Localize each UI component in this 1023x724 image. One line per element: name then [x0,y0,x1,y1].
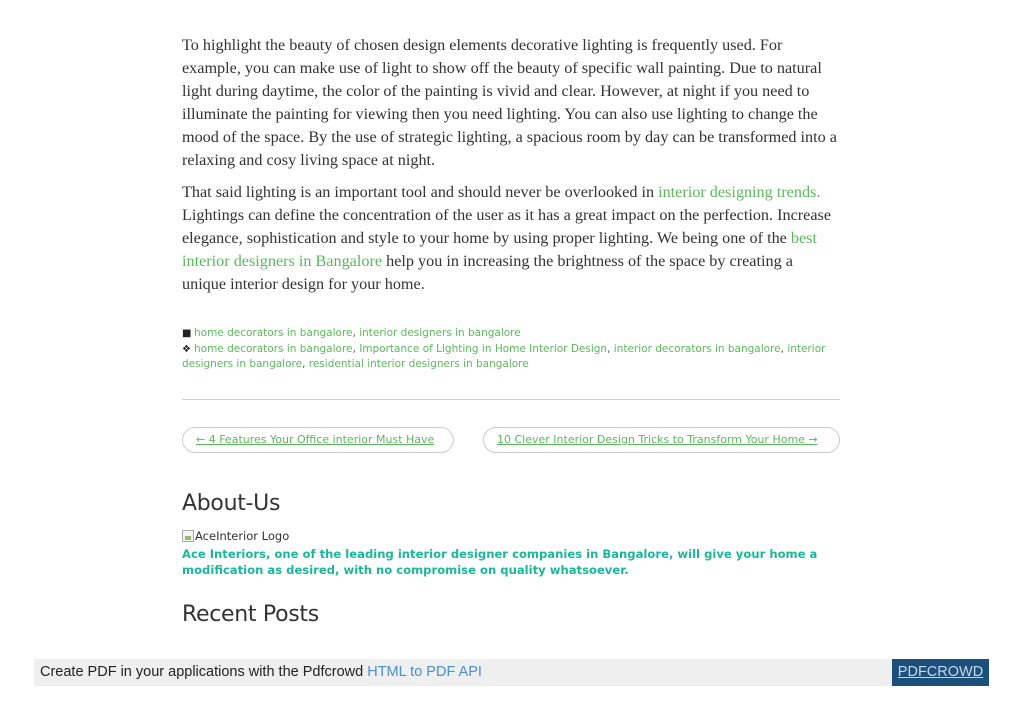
about-us-heading: About-Us [182,490,281,516]
separator: , [780,342,788,355]
pdfcrowd-footer-bar [34,659,989,686]
separator: , [607,342,614,355]
best-interior-designers-link[interactable]: best interior designers in Bangalore [182,229,817,270]
pdfcrowd-message: Create PDF in your applications with the Pdfcrowd [40,664,368,680]
tag-link[interactable]: interior designers in bangalore [182,342,826,370]
folder-icon: ■ [182,328,192,339]
recent-posts-heading: Recent Posts [182,601,319,627]
next-post-button[interactable]: 10 Clever Interior Design Tricks to Transform Your Home → [483,427,840,453]
paragraph-text: Lightings can define the concentration of the user as it has a great impact on the perfection. Increase elegance, sophistication and style to your home by using proper lighting. We being one of the [182,206,832,247]
categories-row [182,326,840,342]
article-paragraph-1: To highlight the beauty of chosen design elements decorative lighting is frequently used. For example, you can make use of light to show off the beauty of specific wall painting. Due to natural light during daytime, the color of the painting is vivid and clear. However, at night if you need to illuminate the painting for viewing then you need lighting. You can also use lighting to change the mood of the space. By the use of strategic lighting, a spacious room by day can be transformed into a relaxing and cosy living space at night. [182,36,837,169]
tags-row [182,342,840,373]
broken-image-icon [182,530,194,542]
tag-link[interactable]: home decorators in bangalore [194,342,353,355]
divider [182,399,840,400]
tag-link[interactable]: interior decorators in bangalore [613,342,781,355]
interior-designing-trends-link[interactable]: interior designing trends. [658,183,821,201]
tag-link[interactable]: Importance of Lighting in Home Interior Design [359,342,608,355]
article-content [182,34,840,630]
previous-post-button[interactable]: ← 4 Features Your Office interior Must Have [182,427,454,453]
paragraph-text: help you in increasing the brightness of the space by creating a unique interior design for your home. [182,252,793,293]
category-link[interactable]: interior designers in bangalore [359,327,521,339]
tags-icon: ❖ [182,343,191,355]
tag-link[interactable]: residential interior designers in bangalore [308,358,529,370]
about-description: Ace Interiors, one of the leading interior designer companies in Bangalore, will give your home a modification as desired, with no compromise on quality whatsoever. [182,546,818,577]
html-to-pdf-api-link[interactable]: HTML to PDF API [367,664,482,680]
post-meta [182,326,840,373]
separator: , [352,342,360,355]
paragraph-text: That said lighting is an important tool and should never be overlooked in [182,183,659,201]
pdfcrowd-text [40,659,482,686]
article-paragraph-2 [182,181,840,296]
separator: , [352,327,360,339]
post-navigation [182,427,840,455]
category-link[interactable]: home decorators in bangalore [194,327,353,339]
logo-alt-text: AceInterior Logo [195,528,290,543]
separator: , [302,358,309,370]
pdfcrowd-brand-button[interactable]: PDFCROWD [892,659,989,686]
aceinterior-logo [182,529,840,544]
